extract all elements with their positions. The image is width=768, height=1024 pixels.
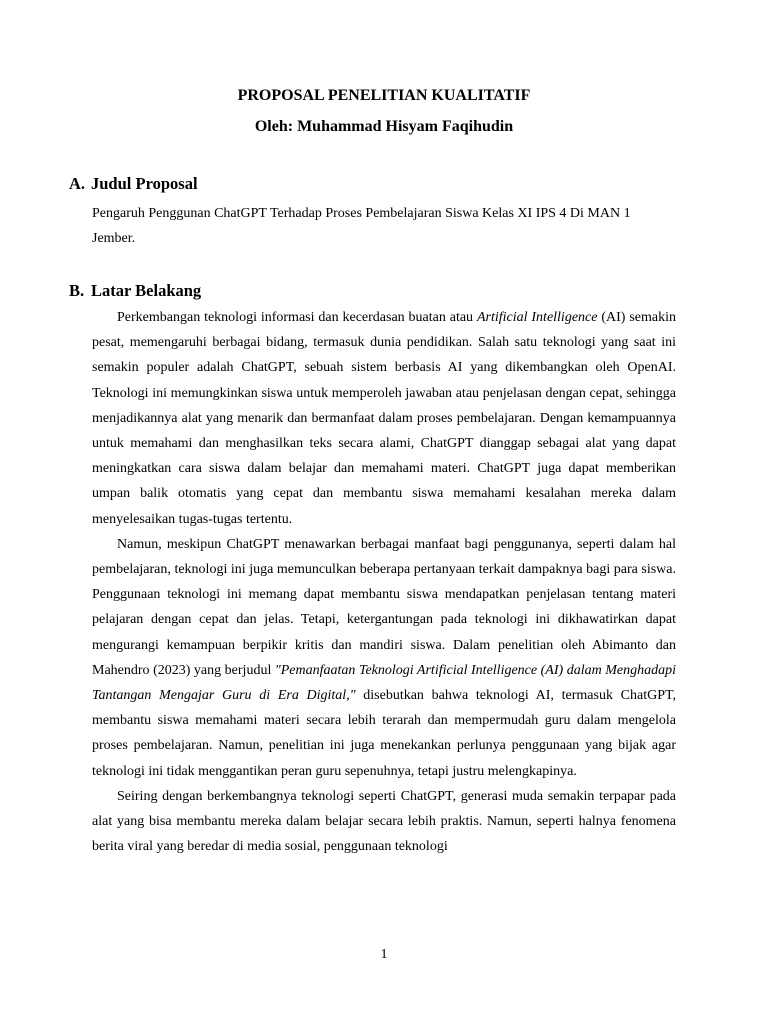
author-line: Oleh: Muhammad Hisyam Faqihudin [254, 118, 514, 135]
proposal-title-text: Pengaruh Penggunan ChatGPT Terhadap Proses Pembelajaran Siswa Kelas XI IPS 4 Di MAN 1 Jember. [92, 206, 631, 246]
paragraph-2-part-1: Namun, meskipun ChatGPT menawarkan berbagai manfaat bagi penggunanya, seperti dalam hal pembelajaran, teknologi ini juga memunculkan beberapa pertanyaan terkait dampaknya bagi para siswa. Penggunaan teknologi ini memang dapat membantu siswa mendapatkan penjelasan tentang materi pelajaran dengan cepat dan jelas. Tetapi, ketergantungan pada teknologi ini dikhawatirkan dapat mengurangi kemampuan berpikir kritis dan mandiri siswa. Dalam penelitian oleh Abimanto dan Mahendro (2023) yang berjudul [92, 536, 676, 678]
section-a-body [92, 201, 676, 251]
paragraph-2 [92, 532, 676, 784]
section-a-letter: A. [69, 174, 86, 193]
page-number: 1 [380, 947, 388, 962]
section-a-title: Judul Proposal [91, 174, 198, 193]
section-b-heading [69, 281, 201, 301]
section-b-title: Latar Belakang [91, 281, 202, 300]
paragraph-2-part-2: disebutkan bahwa teknologi AI, termasuk ChatGPT, membantu siswa memahami materi secara lebih terarah dan mempermudah guru dalam mengelola proses pembelajaran. Namun, penelitian ini juga menekankan perlunya penggunaan yang bijak agar teknologi ini tidak menggantikan peran guru sepenuhnya, tetapi justru melengkapinya. [92, 688, 676, 779]
paragraph-3: Seiring dengan berkembangnya teknologi seperti ChatGPT, generasi muda semakin terpapar pada alat yang bisa membantu mereka dalam belajar secara lebih praktis. Namun, seperti halnya fenomena berita viral yang beredar di media sosial, penggunaan teknologi [92, 788, 676, 855]
paragraph-1-part-2: (AI) semakin pesat, memengaruhi berbagai bidang, termasuk dunia pendidikan. Salah satu teknologi yang saat ini semakin populer adalah ChatGPT, sebuah sistem berbasis AI yang dikembangkan oleh OpenAI. Teknologi ini memungkinkan siswa untuk memperoleh jawaban atau penjelasan dengan cepat, sehingga menjadikannya alat yang menarik dan bermanfaat dalam proses pembelajaran. Dengan kemampuannya untuk memahami dan menghasilkan teks secara alami, ChatGPT dianggap sebagai alat yang dapat meningkatkan cara siswa dalam belajar dan memahami materi. ChatGPT juga dapat memberikan umpan balik otomatis yang cepat dan membantu siswa memahami kesalahan mereka dalam menyelesaikan tugas-tugas tertentu. [92, 310, 676, 527]
section-a-heading [69, 174, 198, 194]
section-b-letter: B. [69, 281, 85, 300]
paragraph-1-part-1: Perkembangan teknologi informasi dan kecerdasan buatan atau [117, 310, 477, 325]
paragraph-1-italic: Artificial Intelligence [476, 310, 598, 325]
paragraph-2-italic: "Pemanfaatan Teknologi Artificial Intelligence (AI) dalam Menghadapi Tantangan Mengajar Guru di Era Digital," [92, 662, 677, 704]
paragraph-1 [92, 305, 676, 532]
section-b-body [92, 305, 676, 859]
document-title: PROPOSAL PENELITIAN KUALITATIF [237, 87, 531, 104]
